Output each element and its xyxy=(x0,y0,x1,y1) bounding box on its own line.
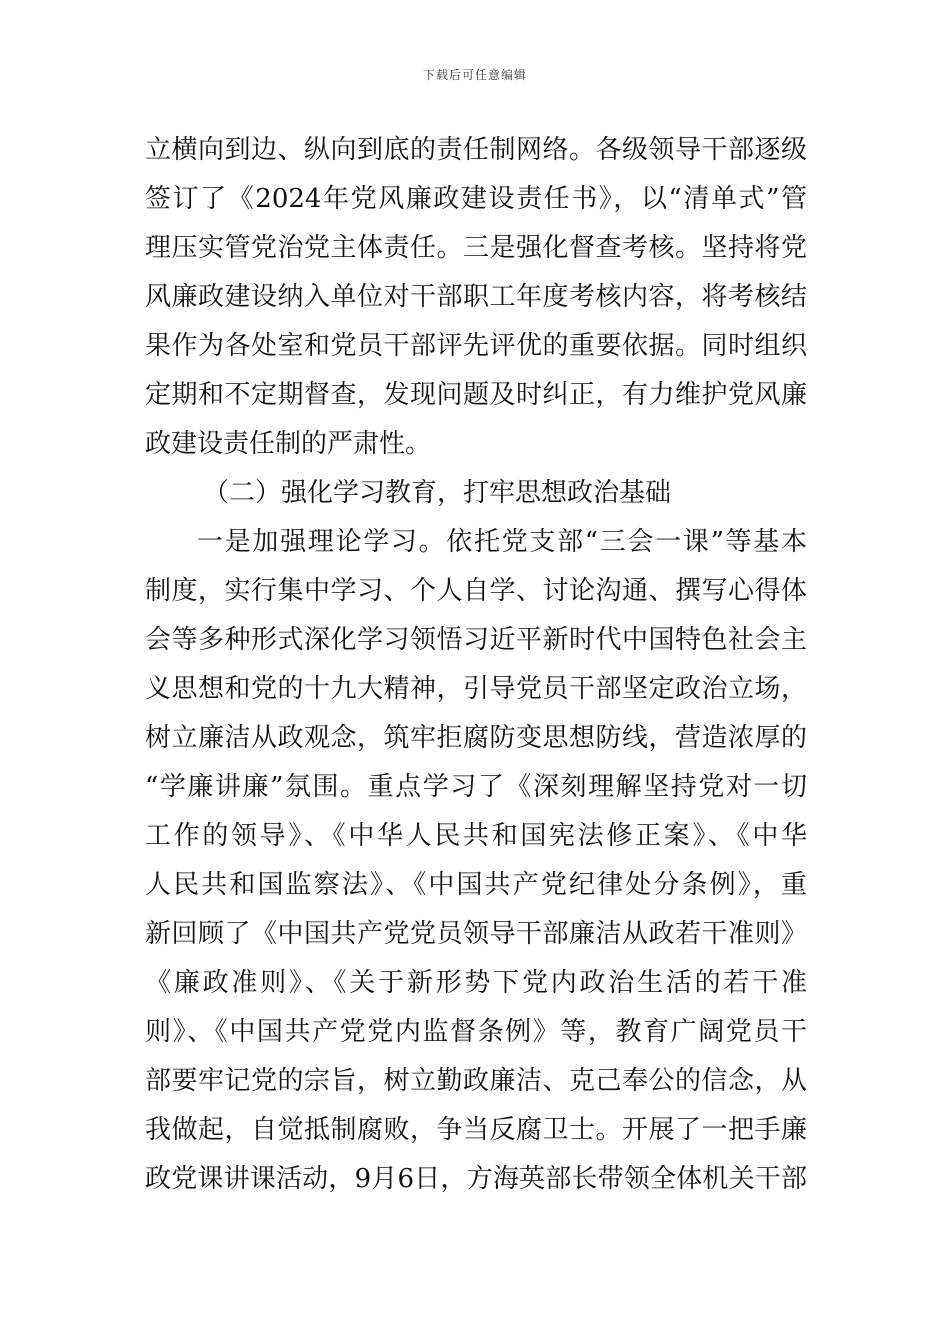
text-line: 立横向到边、纵向到底的责任制网络。各级领导干部逐级 xyxy=(145,135,807,165)
text-line: 定期和不定期督查，发现问题及时纠正，有力维护党风廉 xyxy=(145,380,807,410)
section-heading: （二）强化学习教育，打牢思想政治基础 xyxy=(203,478,672,508)
text-line: “学廉讲廉”氛围。重点学习了《深刻理解坚持党对一切 xyxy=(145,772,807,802)
text-line: 部要牢记党的宗旨，树立勤政廉洁、克己奉公的信念，从 xyxy=(145,1066,807,1096)
text-line: 果作为各处室和党员干部评先评优的重要依据。同时组织 xyxy=(145,331,807,361)
document-body xyxy=(145,126,807,1204)
text-line: 义思想和党的十九大精神，引导党员干部坚定政治立场， xyxy=(145,674,807,704)
text-line: 工作的领导》、《中华人民共和国宪法修正案》、《中华 xyxy=(145,821,807,851)
text-line: 风廉政建设纳入单位对干部职工年度考核内容，将考核结 xyxy=(145,282,807,312)
text-line: 树立廉洁从政观念，筑牢拒腐防变思想防线，营造浓厚的 xyxy=(145,723,807,753)
text-line: 理压实管党治党主体责任。三是强化督查考核。坚持将党 xyxy=(145,233,807,263)
text-line: 会等多种形式深化学习领悟习近平新时代中国特色社会主 xyxy=(145,625,807,655)
text-line: 政建设责任制的严肃性。 xyxy=(145,429,432,459)
text-line: 人民共和国监察法》、《中国共产党纪律处分条例》，重 xyxy=(145,870,807,900)
text-line: 一是加强理论学习。依托党支部“三会一课”等基本 xyxy=(197,527,807,557)
text-line: 则》、《中国共产党党内监督条例》等，教育广阔党员干 xyxy=(145,1017,807,1047)
text-line: 新回顾了《中国共产党党员领导干部廉洁从政若干准则》 xyxy=(145,919,807,949)
text-line: 签订了《2024年党风廉政建设责任书》，以“清单式”管 xyxy=(145,184,807,214)
text-line: 政党课讲课活动，9月6日，方海英部长带领全体机关干部 xyxy=(145,1164,807,1194)
text-line: 我做起，自觉抵制腐败，争当反腐卫士。开展了一把手廉 xyxy=(145,1115,807,1145)
text-line: 制度，实行集中学习、个人自学、讨论沟通、撰写心得体 xyxy=(145,576,807,606)
header-note: 下载后可任意编辑 xyxy=(422,68,527,82)
text-line: 《廉政准则》、《关于新形势下党内政治生活的若干准 xyxy=(145,968,807,998)
